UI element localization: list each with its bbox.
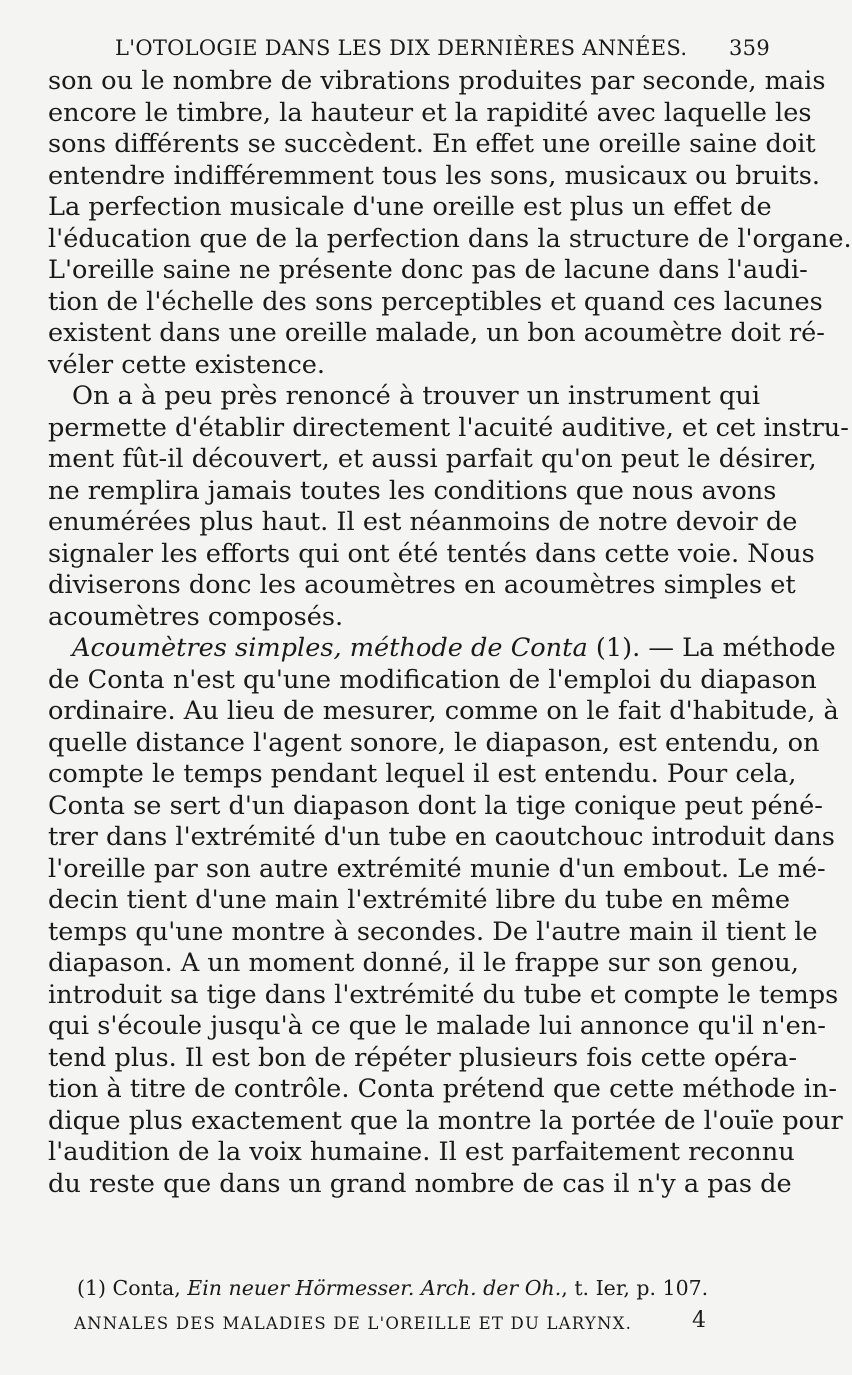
text-line: qui s'écoule jusqu'à ce que le malade lui annonce qu'il n'en- xyxy=(48,1011,826,1041)
text-line: decin tient d'une main l'extrémité libre du tube en même xyxy=(48,885,790,915)
text-line: ment fût-il découvert, et aussi parfait qu'on peut le désirer, xyxy=(48,444,817,474)
text-line: l'audition de la voix humaine. Il est parfaitement reconnu xyxy=(48,1137,795,1167)
journal-name: ANNALES DES MALADIES DE L'OREILLE ET DU LARYNX. xyxy=(74,1314,633,1333)
text-line: diviserons donc les acoumètres en acoumètres simples et xyxy=(48,570,796,600)
text-line: acoumètres composés. xyxy=(48,601,344,632)
section-heading-italic: Acoumètres simples, méthode de Conta xyxy=(72,633,588,663)
footer xyxy=(74,1308,724,1333)
text-line: tion à titre de contrôle. Conta prétend que cette méthode in- xyxy=(48,1074,837,1104)
text-line: de Conta n'est qu'une modification de l'emploi du diapason xyxy=(48,664,817,695)
text-line: diapason. A un moment donné, il le frappe sur son genou, xyxy=(48,948,799,978)
text-line: compte le temps pendant lequel il est entendu. Pour cela, xyxy=(48,759,797,789)
text-line: temps qu'une montre à secondes. De l'autre main il tient le xyxy=(48,916,818,947)
text-line: du reste que dans un grand nombre de cas il n'y a pas de xyxy=(48,1168,792,1199)
text-line: trer dans l'extrémité d'un tube en caoutchouc introduit dans xyxy=(48,822,835,852)
text-line: L'oreille saine ne présente donc pas de lacune dans l'audi- xyxy=(48,255,808,285)
text-line: signaler les efforts qui ont été tentés dans cette voie. Nous xyxy=(48,538,815,569)
text-line: entendre indifféremment tous les sons, musicaux ou bruits. xyxy=(48,160,821,191)
footnote-marker: (1) Conta, xyxy=(77,1276,188,1300)
text-line: son ou le nombre de vibrations produites par seconde, mais xyxy=(48,66,826,96)
footnote xyxy=(77,1276,767,1300)
running-title: L'OTOLOGIE DANS LES DIX DERNIÈRES ANNÉES. xyxy=(115,36,688,60)
text-line: sons différents se succèdent. En effet une oreille saine doit xyxy=(48,129,816,159)
paragraph-2 xyxy=(48,381,849,633)
running-header xyxy=(105,30,780,64)
footnote-ref: , t. Ier, p. 107. xyxy=(561,1276,709,1300)
signature-mark: 4 xyxy=(692,1308,708,1333)
text-line: tion de l'échelle des sons perceptibles et quand ces lacunes xyxy=(48,286,823,317)
text-line xyxy=(48,633,836,665)
text-line: ordinaire. Au lieu de mesurer, comme on le fait d'habitude, à xyxy=(48,696,839,726)
text-line: l'éducation que de la perfection dans la structure de l'organe. xyxy=(48,223,852,254)
text-line: introduit sa tige dans l'extrémité du tube et compte le temps xyxy=(48,979,839,1010)
section-heading-rest: (1). — La méthode xyxy=(587,633,836,663)
text-line: enumérées plus haut. Il est néanmoins de notre devoir de xyxy=(48,507,798,537)
body-text xyxy=(48,66,852,1200)
text-line: La perfection musicale d'une oreille est plus un effet de xyxy=(48,192,772,222)
text-line: véler cette existence. xyxy=(48,349,326,380)
text-line: ne remplira jamais toutes les conditions que nous avons xyxy=(48,475,777,506)
text-line: dique plus exactement que la montre la portée de l'ouïe pour xyxy=(48,1105,843,1136)
text-line: tend plus. Il est bon de répéter plusieurs fois cette opéra- xyxy=(48,1042,798,1073)
text-line: Conta se sert d'un diapason dont la tige conique peut péné- xyxy=(48,790,823,821)
page-number: 359 xyxy=(729,36,770,60)
footnote-title: Ein neuer Hörmesser. Arch. der Oh. xyxy=(187,1276,562,1300)
paragraph-3 xyxy=(48,633,843,1200)
text-line: l'oreille par son autre extrémité munie d'un embout. Le mé- xyxy=(48,853,826,884)
text-line: encore le timbre, la hauteur et la rapidité avec laquelle les xyxy=(48,97,812,128)
text-line: On a à peu près renoncé à trouver un instrument qui xyxy=(72,381,761,411)
text-line: quelle distance l'agent sonore, le diapason, est entendu, on xyxy=(48,727,820,758)
paragraph-1 xyxy=(48,66,852,381)
text-line: permette d'établir directement l'acuité auditive, et cet instru- xyxy=(48,412,849,443)
text-line: existent dans une oreille malade, un bon acoumètre doit ré- xyxy=(48,318,825,348)
